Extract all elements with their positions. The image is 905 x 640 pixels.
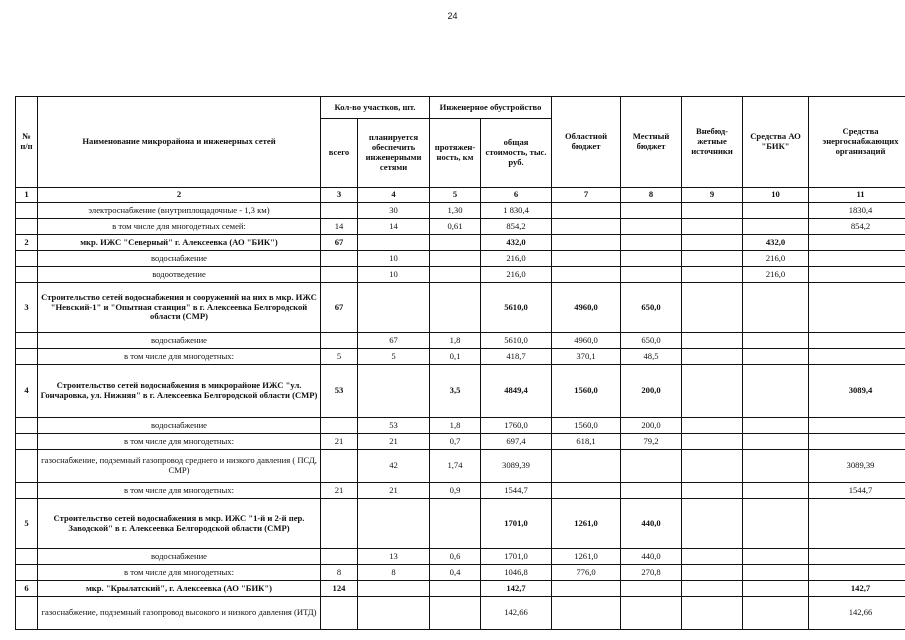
cell-name: водоснабжение	[38, 549, 321, 565]
cell-length	[430, 235, 481, 251]
column-number: 9	[682, 188, 743, 203]
cell-planned	[358, 283, 430, 333]
cell-cost: 1701,0	[481, 549, 552, 565]
cell-total	[321, 450, 358, 483]
cell-extra	[682, 251, 743, 267]
cell-cost: 418,7	[481, 349, 552, 365]
cell-local: 270,8	[621, 565, 682, 581]
cell-planned: 21	[358, 483, 430, 499]
cell-no: 5	[16, 499, 38, 549]
cell-extra	[682, 267, 743, 283]
cell-no	[16, 434, 38, 450]
cell-local: 440,0	[621, 549, 682, 565]
table-row	[16, 483, 905, 499]
cell-cost: 1544,7	[481, 483, 552, 499]
cell-regional	[552, 581, 621, 597]
table-row	[16, 434, 905, 450]
cell-regional: 776,0	[552, 565, 621, 581]
cell-length: 1,74	[430, 450, 481, 483]
cell-name: мкр. "Крылатский", г. Алексеевка (АО "БИК")	[38, 581, 321, 597]
cell-extra	[682, 418, 743, 434]
cell-extra	[682, 349, 743, 365]
cell-regional: 1560,0	[552, 365, 621, 418]
cell-bik: 216,0	[743, 267, 809, 283]
cell-no: 3	[16, 283, 38, 333]
table-row	[16, 581, 905, 597]
cell-extra	[682, 434, 743, 450]
cell-regional: 370,1	[552, 349, 621, 365]
cell-length: 1,8	[430, 418, 481, 434]
table-row	[16, 549, 905, 565]
cell-length: 3,5	[430, 365, 481, 418]
table-row	[16, 597, 905, 630]
cell-local: 650,0	[621, 333, 682, 349]
cell-energy: 1830,4	[809, 203, 905, 219]
cell-no	[16, 597, 38, 630]
cell-total	[321, 333, 358, 349]
cell-extra	[682, 565, 743, 581]
cell-energy	[809, 333, 905, 349]
cell-name: в том числе для многодетных:	[38, 434, 321, 450]
cell-energy: 3089,39	[809, 450, 905, 483]
cell-length	[430, 581, 481, 597]
cell-bik	[743, 365, 809, 418]
cell-cost: 1701,0	[481, 499, 552, 549]
cell-extra	[682, 597, 743, 630]
cell-name: в том числе для многодетных семей:	[38, 219, 321, 235]
cell-cost: 142,7	[481, 581, 552, 597]
cell-planned: 30	[358, 203, 430, 219]
cell-name: мкр. ИЖС "Северный" г. Алексеевка (АО "БИК")	[38, 235, 321, 251]
header-bik: Средства АО "БИК"	[743, 97, 809, 188]
cell-no	[16, 565, 38, 581]
cell-name: Строительство сетей водоснабжения в микрорайоне ИЖС "ул. Гончаровка, ул. Нижняя" в г. Алексеевка Белгородской области (СМР)	[38, 365, 321, 418]
column-number: 4	[358, 188, 430, 203]
cell-local	[621, 267, 682, 283]
cell-extra	[682, 365, 743, 418]
header-no: № п/п	[16, 97, 38, 188]
cell-no	[16, 203, 38, 219]
cell-bik	[743, 219, 809, 235]
cell-name: газоснабжение, подземный газопровод среднего и низкого давления ( ПСД, СМР)	[38, 450, 321, 483]
header-extra: Внебюд-жетные источники	[682, 97, 743, 188]
cell-regional	[552, 251, 621, 267]
cell-local: 440,0	[621, 499, 682, 549]
cell-energy	[809, 499, 905, 549]
cell-cost: 1760,0	[481, 418, 552, 434]
cell-local	[621, 203, 682, 219]
cell-length: 0,9	[430, 483, 481, 499]
table-row	[16, 267, 905, 283]
cell-planned: 13	[358, 549, 430, 565]
cell-cost: 697,4	[481, 434, 552, 450]
cell-energy	[809, 251, 905, 267]
cell-cost: 854,2	[481, 219, 552, 235]
header-row-groups	[16, 97, 905, 119]
cell-bik	[743, 203, 809, 219]
cell-local	[621, 483, 682, 499]
cell-bik	[743, 499, 809, 549]
cell-extra	[682, 450, 743, 483]
cell-planned: 5	[358, 349, 430, 365]
cell-regional	[552, 267, 621, 283]
cell-no	[16, 219, 38, 235]
cell-local	[621, 219, 682, 235]
table-body	[16, 203, 905, 630]
cell-energy	[809, 549, 905, 565]
cell-total	[321, 418, 358, 434]
header-length: протяжен-ность, км	[430, 119, 481, 188]
table-row	[16, 283, 905, 333]
cell-total	[321, 203, 358, 219]
cell-length	[430, 597, 481, 630]
cell-no: 6	[16, 581, 38, 597]
column-number: 6	[481, 188, 552, 203]
cell-total	[321, 549, 358, 565]
cell-planned: 67	[358, 333, 430, 349]
header-cost: общая стоимость, тыс. руб.	[481, 119, 552, 188]
table-row	[16, 565, 905, 581]
page-number: 24	[447, 11, 458, 21]
cell-planned: 21	[358, 434, 430, 450]
cell-regional: 4960,0	[552, 333, 621, 349]
cell-total: 67	[321, 283, 358, 333]
cell-bik	[743, 333, 809, 349]
column-number: 8	[621, 188, 682, 203]
table-row	[16, 235, 905, 251]
table-row	[16, 349, 905, 365]
cell-extra	[682, 333, 743, 349]
cell-planned: 14	[358, 219, 430, 235]
cell-planned	[358, 365, 430, 418]
cell-regional	[552, 597, 621, 630]
table-row	[16, 219, 905, 235]
cell-length: 1,8	[430, 333, 481, 349]
cell-name: газоснабжение, подземный газопровод высокого и низкого давления (ИТД)	[38, 597, 321, 630]
cell-cost: 4849,4	[481, 365, 552, 418]
cell-bik: 432,0	[743, 235, 809, 251]
table-row	[16, 203, 905, 219]
cell-total	[321, 499, 358, 549]
header-regional: Областной бюджет	[552, 97, 621, 188]
cell-regional	[552, 203, 621, 219]
cell-bik	[743, 450, 809, 483]
table-row	[16, 499, 905, 549]
cell-no: 4	[16, 365, 38, 418]
cell-no	[16, 418, 38, 434]
cell-cost: 3089,39	[481, 450, 552, 483]
cell-local	[621, 251, 682, 267]
cell-total	[321, 597, 358, 630]
cell-local	[621, 581, 682, 597]
cell-cost: 216,0	[481, 267, 552, 283]
cell-cost: 5610,0	[481, 333, 552, 349]
table-row	[16, 251, 905, 267]
cell-length: 0,7	[430, 434, 481, 450]
cell-extra	[682, 235, 743, 251]
cell-regional: 618,1	[552, 434, 621, 450]
cell-regional: 4960,0	[552, 283, 621, 333]
table-row	[16, 333, 905, 349]
cell-regional	[552, 483, 621, 499]
cell-bik	[743, 434, 809, 450]
cell-local: 200,0	[621, 418, 682, 434]
cell-total: 67	[321, 235, 358, 251]
header-plots-group: Кол-во участков, шт.	[321, 97, 430, 119]
cell-extra	[682, 549, 743, 565]
column-number: 1	[16, 188, 38, 203]
cell-planned: 8	[358, 565, 430, 581]
cell-energy: 142,66	[809, 597, 905, 630]
cell-bik: 216,0	[743, 251, 809, 267]
cell-energy: 1544,7	[809, 483, 905, 499]
cell-total: 21	[321, 434, 358, 450]
cell-bik	[743, 483, 809, 499]
cell-length	[430, 267, 481, 283]
cell-regional	[552, 219, 621, 235]
cell-length: 0,4	[430, 565, 481, 581]
cell-total	[321, 251, 358, 267]
cell-length: 1,30	[430, 203, 481, 219]
header-energy: Средства энергоснабжающих организаций	[809, 97, 905, 188]
cell-local	[621, 235, 682, 251]
cell-extra	[682, 483, 743, 499]
table-row	[16, 418, 905, 434]
cell-local	[621, 450, 682, 483]
cell-length	[430, 499, 481, 549]
cell-planned: 42	[358, 450, 430, 483]
cell-bik	[743, 565, 809, 581]
cell-no: 2	[16, 235, 38, 251]
cell-no	[16, 483, 38, 499]
cell-planned: 53	[358, 418, 430, 434]
cell-bik	[743, 418, 809, 434]
cell-energy: 854,2	[809, 219, 905, 235]
cell-cost: 1 830,4	[481, 203, 552, 219]
cell-planned	[358, 499, 430, 549]
cell-bik	[743, 549, 809, 565]
cell-local	[621, 597, 682, 630]
cell-extra	[682, 219, 743, 235]
cell-energy: 3089,4	[809, 365, 905, 418]
cell-energy	[809, 267, 905, 283]
cell-planned	[358, 235, 430, 251]
cell-extra	[682, 499, 743, 549]
cell-local: 650,0	[621, 283, 682, 333]
cell-total: 14	[321, 219, 358, 235]
cell-extra	[682, 203, 743, 219]
cell-regional: 1261,0	[552, 549, 621, 565]
cell-length	[430, 251, 481, 267]
cell-cost: 432,0	[481, 235, 552, 251]
cell-name: электроснабжение (внутриплощадочные - 1,3 км)	[38, 203, 321, 219]
cell-length	[430, 283, 481, 333]
cell-bik	[743, 597, 809, 630]
cell-name: в том числе для многодетных:	[38, 565, 321, 581]
cell-local: 200,0	[621, 365, 682, 418]
cell-total: 53	[321, 365, 358, 418]
cell-length: 0,1	[430, 349, 481, 365]
cell-cost: 5610,0	[481, 283, 552, 333]
column-number: 3	[321, 188, 358, 203]
header-name: Наименование микрорайона и инженерных сетей	[38, 97, 321, 188]
cell-total: 8	[321, 565, 358, 581]
column-number: 2	[38, 188, 321, 203]
cell-name: водоотведение	[38, 267, 321, 283]
cell-total	[321, 267, 358, 283]
table-row	[16, 450, 905, 483]
column-number: 7	[552, 188, 621, 203]
cell-total: 21	[321, 483, 358, 499]
cell-cost: 1046,8	[481, 565, 552, 581]
cell-name: водоснабжение	[38, 418, 321, 434]
column-number: 11	[809, 188, 905, 203]
cell-name: в том числе для многодетных:	[38, 483, 321, 499]
cell-energy	[809, 434, 905, 450]
cell-bik	[743, 581, 809, 597]
cell-bik	[743, 349, 809, 365]
cell-energy	[809, 565, 905, 581]
header-local: Местный бюджет	[621, 97, 682, 188]
cell-name: в том числе для многодетных:	[38, 349, 321, 365]
cell-regional: 1560,0	[552, 418, 621, 434]
cell-bik	[743, 283, 809, 333]
column-number: 5	[430, 188, 481, 203]
cell-energy	[809, 283, 905, 333]
cell-no	[16, 450, 38, 483]
cell-planned: 10	[358, 251, 430, 267]
cell-energy	[809, 349, 905, 365]
cell-length: 0,61	[430, 219, 481, 235]
cell-total: 5	[321, 349, 358, 365]
cell-energy	[809, 418, 905, 434]
cell-name: Строительство сетей водоснабжения и сооружений на них в мкр. ИЖС "Невский-1" и "Опытная станция" в г. Алексеевка Белгородской области (СМР)	[38, 283, 321, 333]
cell-cost: 216,0	[481, 251, 552, 267]
header-total: всего	[321, 119, 358, 188]
cell-no	[16, 333, 38, 349]
cell-energy	[809, 235, 905, 251]
cell-local: 79,2	[621, 434, 682, 450]
cell-name: водоснабжение	[38, 251, 321, 267]
cell-planned	[358, 597, 430, 630]
cell-length: 0,6	[430, 549, 481, 565]
cell-energy: 142,7	[809, 581, 905, 597]
cell-regional	[552, 450, 621, 483]
table-row	[16, 365, 905, 418]
cell-local: 48,5	[621, 349, 682, 365]
header-planned: планируется обеспечить инженерными сетями	[358, 119, 430, 188]
cell-planned: 10	[358, 267, 430, 283]
cell-regional: 1261,0	[552, 499, 621, 549]
cell-no	[16, 549, 38, 565]
cell-planned	[358, 581, 430, 597]
cell-total: 124	[321, 581, 358, 597]
cell-name: Строительство сетей водоснабжения в мкр. ИЖС "1-й и 2-й пер. Заводской" в г. Алексеевка Белгородской области (СМР)	[38, 499, 321, 549]
cell-no	[16, 267, 38, 283]
financing-table	[15, 96, 905, 630]
cell-regional	[552, 235, 621, 251]
cell-no	[16, 251, 38, 267]
header-engineering-group: Инженерное обустройство	[430, 97, 552, 119]
cell-no	[16, 349, 38, 365]
cell-cost: 142,66	[481, 597, 552, 630]
cell-extra	[682, 283, 743, 333]
cell-name: водоснабжение	[38, 333, 321, 349]
cell-extra	[682, 581, 743, 597]
header-row-numbering	[16, 188, 905, 203]
column-number: 10	[743, 188, 809, 203]
